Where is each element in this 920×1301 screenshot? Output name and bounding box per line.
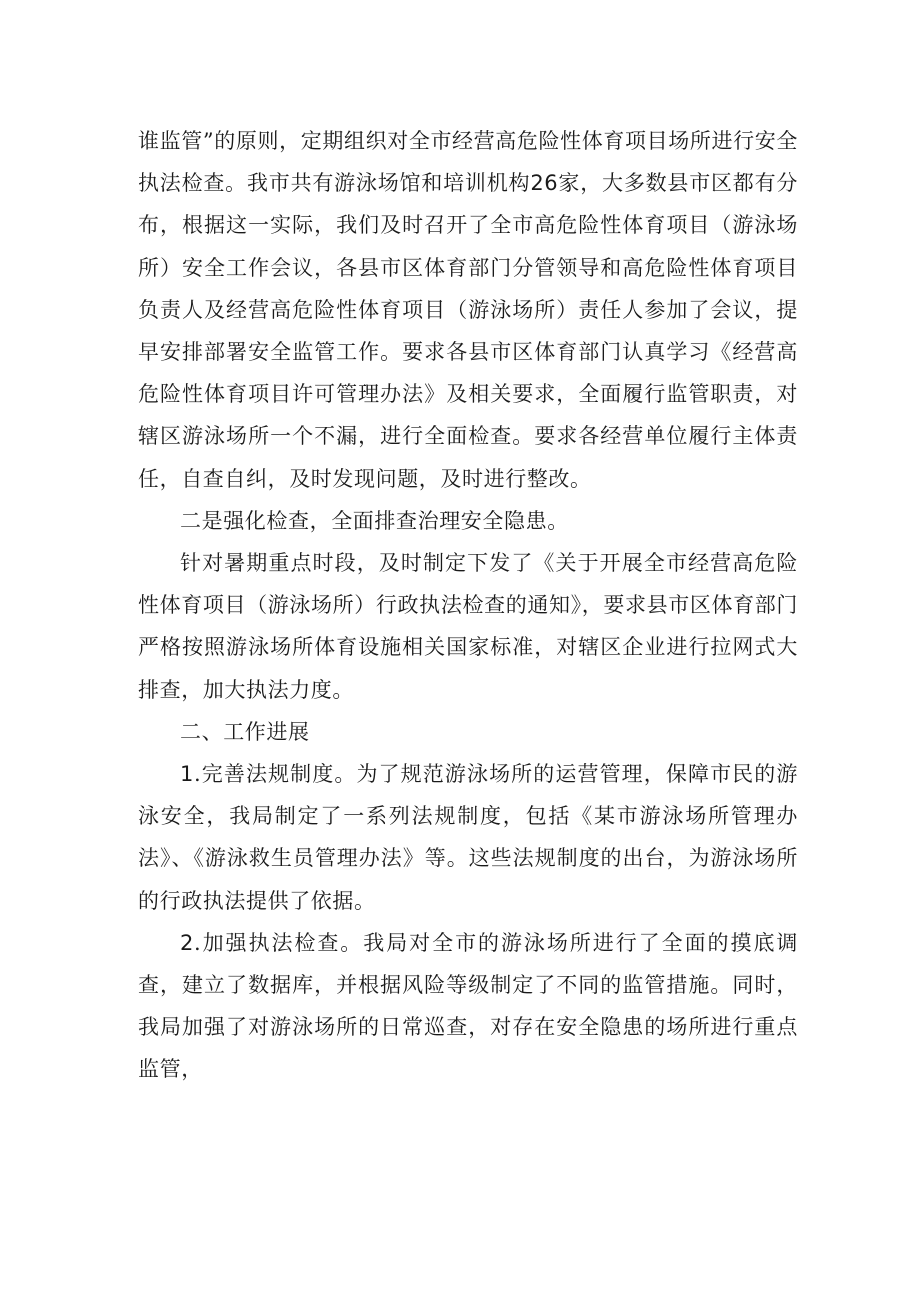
paragraph-text: 家，大多数县市区都有分布，根据这一实际，我们及时召开了全市高危险性体育项目（游泳场所）安全工作会议，各县市区体育部门分管领导和高危险性体育项目负责人及经营高危险性体育项目（游泳场所）责任人参加了会议，提早安排部署安全监管工作。要求各县市区体育部门认真学习《经营高危险性体育项目许可管理办法》及相关要求，全面履行监管职责，对辖区游泳场所一个不漏，进行全面检查。要求各经营单位履行主体责任，自查自纠，及时发现问题，及时进行整改。	[138, 171, 798, 491]
paragraph-text: 谁监管”的原则，定期组织对全市经营高危险性体育项目场所进行安全执法检查。我市共有游泳场馆和培训机构	[138, 129, 798, 196]
paragraph-p6	[138, 922, 798, 1091]
paragraph-p2	[138, 500, 798, 542]
paragraph-p5	[138, 753, 798, 922]
paragraph-text: 针对暑期重点时段，及时制定下发了《关于开展全市经营高危险性体育项目（游泳场所）行政执法检查的通知》，要求县市区体育部门严格按照游泳场所体育设施相关国家标准，对辖区企业进行拉网式大排查，加大执法力度。	[138, 551, 798, 702]
paragraph-text: 二是强化检查，全面排查治理安全隐患。	[180, 508, 569, 533]
paragraph-text: .完善法规制度。为了规范游泳场所的运营管理，保障市民的游泳安全，我局制定了一系列法规制度，包括《某市游泳场所管理办法》、《游泳救生员管理办法》等。这些法规制度的出台，为游泳场所的行政执法提供了依据。	[138, 762, 798, 913]
paragraph-number: 26	[530, 171, 559, 196]
document-body	[138, 120, 798, 1091]
paragraph-text: 二、工作进展	[180, 719, 310, 744]
paragraph-text: .加强执法检查。我局对全市的游泳场所进行了全面的摸底调查，建立了数据库，并根据风险等级制定了不同的监管措施。同时，我局加强了对游泳场所的日常巡查，对存在安全隐患的场所进行重点监管，	[138, 930, 798, 1082]
paragraph-number: 2	[180, 930, 194, 955]
paragraph-p4	[138, 711, 798, 753]
paragraph-p1	[138, 120, 798, 500]
paragraph-p3	[138, 542, 798, 711]
paragraph-number: 1	[180, 762, 194, 787]
